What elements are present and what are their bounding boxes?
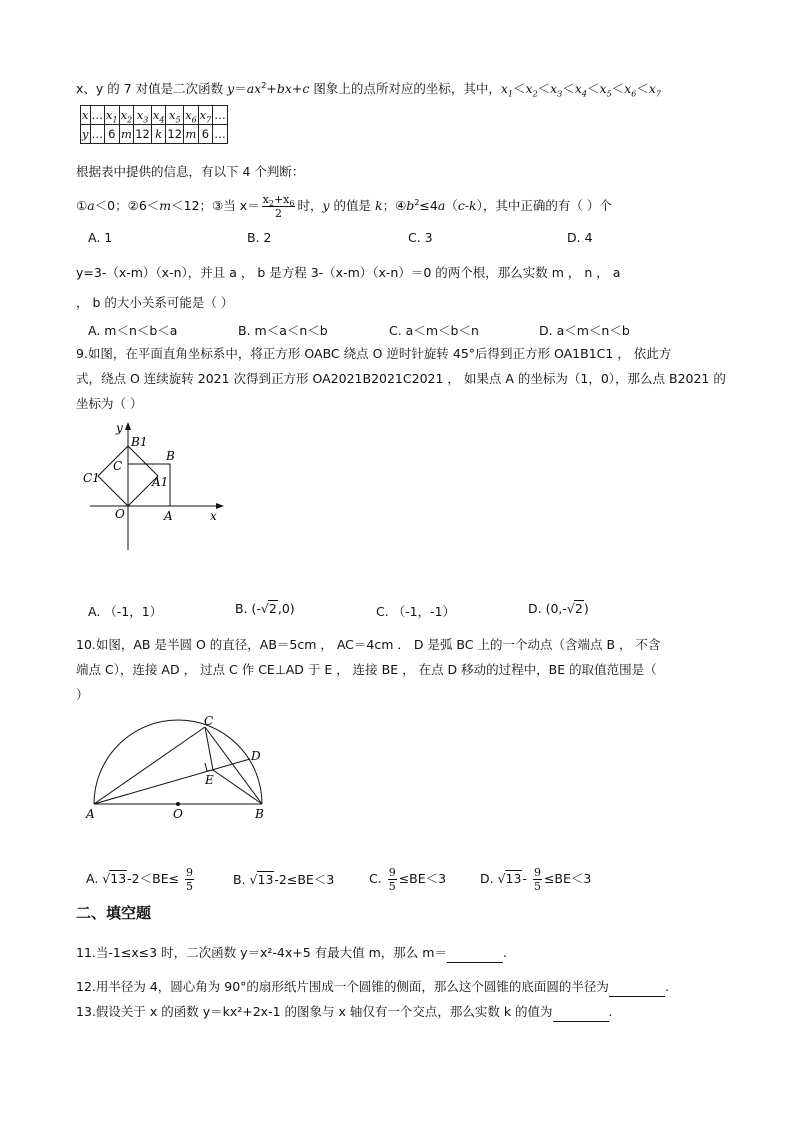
intro-ax: ax xyxy=(246,81,262,96)
radicand: 2 xyxy=(574,601,583,616)
table-cell: 6 xyxy=(198,125,213,144)
q10-option-a[interactable]: A. √13-2＜BE≤ $\frac{9}{5}$ xyxy=(86,866,194,893)
frac-num: 9 xyxy=(186,866,194,879)
q10-line2: 端点 C），连接 AD ， 过点 C 作 CE⊥AD 于 E ， 连接 BE ， 在点 D 移动的过程中，BE 的取值范围是（ xyxy=(76,662,657,677)
frac-num: 9 xyxy=(533,866,541,879)
intro-eq: ＝ xyxy=(234,81,247,96)
segment-ad xyxy=(94,759,250,804)
segment-ac xyxy=(94,727,205,804)
opt-text: -2≤BE＜3 xyxy=(274,872,335,887)
table-cell: 12 xyxy=(166,125,184,144)
q11-end: . xyxy=(502,945,507,960)
table-cell: $x_4$ xyxy=(151,106,166,125)
q8-lead: 根据表中提供的信息，有以下 4 个判断： xyxy=(76,164,305,179)
table-cell: $x_3$ xyxy=(134,106,152,125)
q10-figure xyxy=(82,712,272,827)
opt-text: ≤BE＜3 xyxy=(398,871,447,886)
segment-be xyxy=(213,770,262,804)
value-table xyxy=(80,105,228,144)
intro-line: x、y 的 7 对值是二次函数 $y=ax^2+bx+c$ 图象上的点所对应的坐标，其中，$x_1<x_2<x_3<x_4<x_5<x_6<x_7$ xyxy=(76,80,662,99)
q8-text: ≤4 xyxy=(419,198,438,213)
table-cell: m xyxy=(184,125,199,144)
q8-var: b xyxy=(406,198,415,213)
q9a-option-c[interactable]: C. a＜m＜b＜n xyxy=(389,323,479,338)
label-o: O xyxy=(173,807,183,821)
intro-text: x、y 的 7 对值是二次函数 xyxy=(76,81,228,96)
x-axis-arrow xyxy=(216,503,224,509)
order-sep: ＜ xyxy=(512,81,526,96)
opt-text: ,0) xyxy=(277,601,295,616)
q11 xyxy=(76,944,507,963)
table-cell: … xyxy=(90,106,105,125)
frac-den: 5 xyxy=(388,880,396,893)
opt-text: A. xyxy=(86,871,103,886)
q11-blank[interactable] xyxy=(447,944,503,963)
table-cell: … xyxy=(90,125,105,144)
opt-text: - xyxy=(522,871,531,886)
semicircle-arc xyxy=(94,720,262,804)
q9-line2: 式，绕点 O 连续旋转 2021 次得到正方形 OA2021B2021C2021 ， 如果点 A 的坐标为（1，0），那么点 B2021 的 xyxy=(76,371,726,386)
q10-option-d[interactable]: D. √13- $\frac{9}{5}$ ≤BE＜3 xyxy=(480,866,592,893)
intro-bxc: +bx+c xyxy=(266,81,310,96)
table-cell: x xyxy=(81,106,91,125)
q12 xyxy=(76,978,669,997)
q9-option-c[interactable]: C. （-1，-1） xyxy=(376,604,456,619)
q8-option-a[interactable]: A. 1 xyxy=(88,230,113,245)
q8-option-c[interactable]: C. 3 xyxy=(408,230,433,245)
q8-text: 时， xyxy=(297,198,323,213)
q13-blank[interactable] xyxy=(553,1003,609,1022)
q8-text: ；④ xyxy=(382,198,407,213)
intro-text2: 图象上的点所对应的坐标，其中， xyxy=(309,81,501,96)
frac-den: 2 xyxy=(275,207,283,220)
opt-text: D. (0,- xyxy=(528,601,567,616)
section-title: 二、填空题 xyxy=(76,904,152,922)
segment-cb xyxy=(205,727,262,804)
label-c1: C1 xyxy=(83,471,100,485)
table-cell: $x_7$ xyxy=(198,106,213,125)
q8-var: k xyxy=(375,198,383,213)
q9-figure xyxy=(78,418,238,558)
label-d: D xyxy=(251,749,261,763)
table-cell: … xyxy=(213,125,228,144)
q8-text: ），其中正确的有（ ）个 xyxy=(476,198,612,213)
opt-text: B. (- xyxy=(235,601,261,616)
q12-blank[interactable] xyxy=(609,978,665,997)
q13-end: . xyxy=(608,1004,613,1019)
frac-den: 5 xyxy=(533,880,541,893)
q13 xyxy=(76,1003,613,1022)
q8-var: y xyxy=(322,198,330,213)
frac-den: 5 xyxy=(186,880,194,893)
q12-end: . xyxy=(664,979,669,994)
label-b1: B1 xyxy=(131,435,148,449)
q8-var: a xyxy=(87,198,95,213)
label-b: B xyxy=(255,807,264,821)
q8-var: a xyxy=(437,198,446,213)
opt-text: C. xyxy=(369,871,386,886)
q9-line3: 坐标为（ ） xyxy=(76,396,143,411)
label-c: C xyxy=(204,714,214,728)
q8-text: ＜12；③当 x＝ xyxy=(171,198,260,213)
q13-text: 13.假设关于 x 的函数 y＝kx²+2x-1 的图象与 x 轴仅有一个交点，那么实数 k 的值为 xyxy=(76,1004,553,1019)
q8-judgements: ①a＜0；②6＜m＜12；③当 x＝ $\frac{x_2+x_6}{2}$ 时，y 的值是 k；$④b^2\le 4a(c-k)$，其中正确的有（ ）个 xyxy=(76,193,612,220)
q10-line3: ） xyxy=(76,687,89,702)
opt-text: -2＜BE≤ xyxy=(127,871,184,886)
q9-line1: 9.如图，在平面直角坐标系中，将正方形 OABC 绕点 O 逆时针旋转 45°后得到正方形 OA1B1C1 ， 依此方 xyxy=(76,346,672,361)
opt-text: ≤BE＜3 xyxy=(543,871,592,886)
q8-var: m xyxy=(159,198,172,213)
q11-text: 11.当-1≤x≤3 时，二次函数 y＝x²-4x+5 有最大值 m，那么 m＝ xyxy=(76,945,447,960)
table-row-y xyxy=(81,125,228,144)
segment-ce xyxy=(205,727,213,770)
fraction xyxy=(185,866,194,893)
q9-option-b[interactable]: B. (-√2,0) xyxy=(235,601,295,616)
q8-text: （ xyxy=(445,198,458,213)
table-cell: m xyxy=(119,125,134,144)
table-cell: $x_1$ xyxy=(105,106,120,125)
radicand: 13 xyxy=(257,872,274,887)
q10-option-c[interactable] xyxy=(369,866,446,893)
q9-option-d[interactable]: D. (0,-√2) xyxy=(528,601,589,616)
fraction xyxy=(533,866,542,893)
q8-var: c-k xyxy=(457,198,477,213)
radicand: 2 xyxy=(268,601,277,616)
table-cell: $x_2$ xyxy=(119,106,134,125)
q8-text: 的值是 xyxy=(329,198,375,213)
radicand: 13 xyxy=(110,871,127,886)
q8-text: ① xyxy=(76,198,88,213)
label-a1: A1 xyxy=(152,475,169,489)
q8-option-b[interactable]: B. 2 xyxy=(247,230,272,245)
q8-option-d[interactable]: D. 4 xyxy=(567,230,593,245)
q9a-option-b[interactable]: B. m＜a＜n＜b xyxy=(238,323,328,338)
table-cell: 6 xyxy=(105,125,120,144)
frac-num: 9 xyxy=(388,866,396,879)
intro-var-y: y xyxy=(227,81,235,96)
opt-text: ) xyxy=(583,601,589,616)
q8-fraction: $\frac{x_2+x_6}{2}$ xyxy=(262,193,295,220)
q8-text: ＜0；②6＜ xyxy=(94,198,160,213)
label-c: C xyxy=(113,459,123,473)
table-row-x xyxy=(81,106,228,125)
center-o xyxy=(176,802,180,806)
table-cell: … xyxy=(213,106,228,125)
table-cell: $x_6$ xyxy=(184,106,199,125)
fraction xyxy=(388,866,397,893)
y-axis-arrow xyxy=(125,422,131,430)
table-cell: k xyxy=(151,125,166,144)
q9a-option-a[interactable]: A. m＜n＜b＜a xyxy=(88,323,178,338)
label-o: O xyxy=(115,507,125,521)
radicand: 13 xyxy=(505,871,522,886)
label-a: A xyxy=(86,807,95,821)
label-x: x xyxy=(210,509,217,523)
q9a-line2: ， b 的大小关系可能是（ ） xyxy=(76,295,234,310)
table-cell: 12 xyxy=(134,125,152,144)
label-y: y xyxy=(116,421,123,435)
label-b: B xyxy=(166,449,175,463)
q9a-option-d[interactable]: D. a＜m＜n＜b xyxy=(539,323,630,338)
q10-option-b[interactable]: B. √13-2≤BE＜3 xyxy=(233,872,335,887)
table-cell: $x_5$ xyxy=(166,106,184,125)
q9a-line1: y=3-（x-m）（x-n），并且 a ， b 是方程 3-（x-m）（x-n）＝0 的两个根，那么实数 m ， n ， a xyxy=(76,265,621,280)
opt-text: B. xyxy=(233,872,250,887)
label-e: E xyxy=(205,773,214,787)
opt-text: D. xyxy=(480,871,498,886)
label-a: A xyxy=(164,509,173,523)
q10-line1: 10.如图，AB 是半圆 O 的直径，AB＝5cm ， AC＝4cm ． D 是弧 BC 上的一个动点（含端点 B ， 不含 xyxy=(76,637,661,652)
q12-text: 12.用半径为 4，圆心角为 90°的扇形纸片围成一个圆锥的侧面，那么这个圆锥的底面圆的半径为 xyxy=(76,979,609,994)
table-cell: y xyxy=(81,125,91,144)
q9-option-a[interactable]: A. （-1，1） xyxy=(88,604,163,619)
